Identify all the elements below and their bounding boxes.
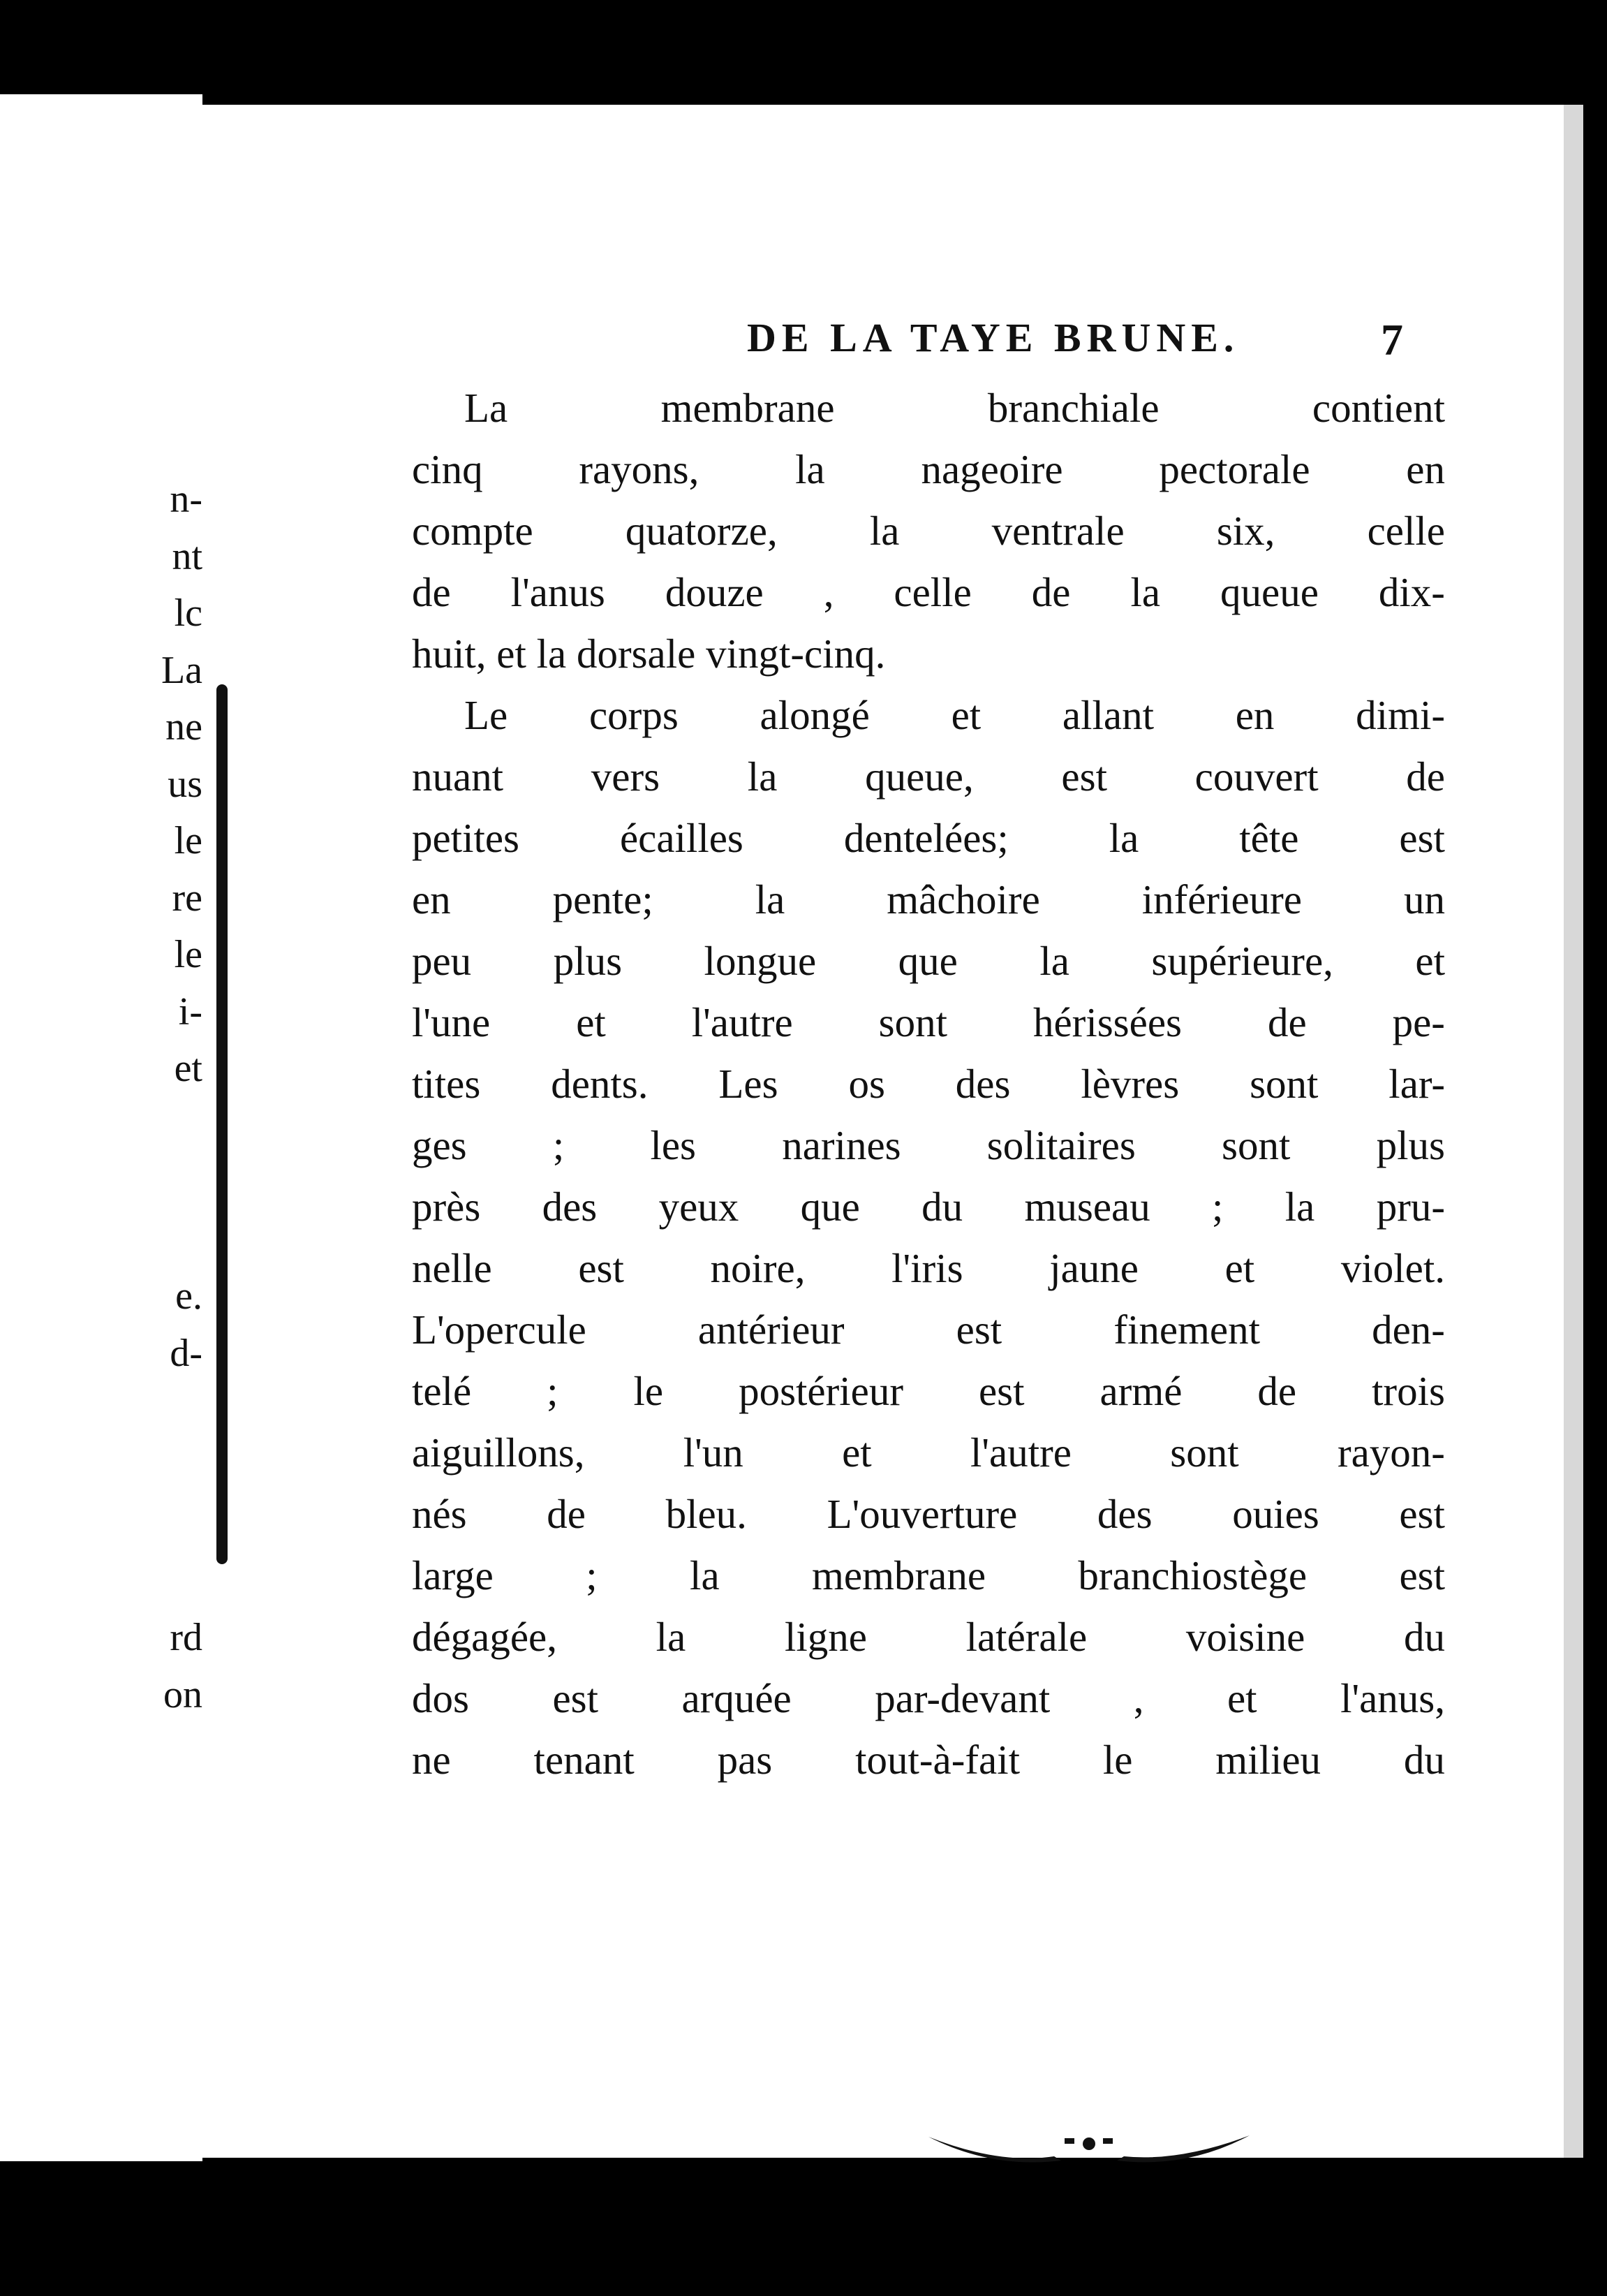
margin-fragment (133, 1382, 202, 1439)
text-line: nés de bleu. L'ouverture des ouies est (412, 1491, 1445, 1537)
margin-fragment: nt (172, 534, 202, 578)
text-line: dos est arquée par-devant , et l'anus, (412, 1675, 1445, 1721)
margin-fragment: re (172, 876, 202, 920)
margin-fragment: i- (178, 989, 202, 1033)
margin-fragment (133, 1154, 202, 1212)
margin-fragment (133, 1553, 202, 1610)
text-line: La membrane branchiale contient (464, 385, 1445, 431)
page-number: 7 (1381, 315, 1403, 365)
margin-fragment: La (161, 648, 202, 692)
ornament-icon (914, 2123, 1264, 2172)
text-line: dégagée, la ligne latérale voisine du (412, 1614, 1445, 1660)
text-line: ne tenant pas tout-à-fait le milieu du (412, 1737, 1445, 1783)
text-line: près des yeux que du museau ; la pru- (412, 1184, 1445, 1230)
margin-fragment: e. (175, 1274, 202, 1318)
text-line: huit, et la dorsale vingt-cinq. (412, 631, 886, 677)
text-line: Le corps alongé et allant en dimi- (464, 692, 1445, 738)
text-line: ges ; les narines solitaires sont plus (412, 1122, 1445, 1168)
running-head (551, 314, 1431, 377)
margin-fragment: n- (170, 478, 202, 521)
margin-fragment: rd (170, 1616, 202, 1659)
text-line: compte quatorze, la ventrale six, celle (412, 508, 1445, 554)
margin-fragment: le (174, 819, 202, 862)
margin-fragment (133, 1098, 202, 1155)
body-text (412, 377, 1445, 1790)
margin-fragment (133, 1212, 202, 1269)
text-line: de l'anus douze , celle de la queue dix- (412, 569, 1445, 615)
margin-fragment: ne (165, 705, 202, 749)
margin-fragment: us (168, 762, 202, 806)
previous-page-text-fragments (133, 471, 202, 1723)
text-line: nelle est noire, l'iris jaune et violet. (412, 1245, 1445, 1291)
margin-fragment: on (163, 1672, 202, 1716)
margin-fragment: lc (174, 591, 202, 635)
text-line: large ; la membrane branchiostège est (412, 1552, 1445, 1598)
text-line: nuant vers la queue, est couvert de (412, 753, 1445, 800)
text-line: l'une et l'autre sont hérissées de pe- (412, 999, 1445, 1045)
current-page (202, 105, 1583, 2158)
text-line: petites écailles dentelées; la tête est (412, 815, 1445, 861)
text-line: aiguillons, l'un et l'autre sont rayon- (412, 1429, 1445, 1476)
margin-fragment (133, 1496, 202, 1553)
text-line: cinq rayons, la nageoire pectorale en (412, 446, 1445, 492)
text-line: L'opercule antérieur est finement den- (412, 1307, 1445, 1353)
text-line: en pente; la mâchoire inférieure un (412, 876, 1445, 922)
previous-page (0, 94, 202, 2161)
margin-fragment: et (174, 1047, 202, 1090)
text-line: telé ; le postérieur est armé de trois (412, 1368, 1445, 1414)
binding-shadow (216, 684, 228, 1564)
text-line: peu plus longue que la supérieure, et (412, 938, 1445, 984)
margin-fragment: le (174, 933, 202, 976)
margin-fragment (133, 1439, 202, 1496)
running-title: DE LA TAYE BRUNE. (747, 315, 1240, 360)
margin-fragment: d- (170, 1331, 202, 1375)
text-line: tites dents. Les os des lèvres sont lar- (412, 1061, 1445, 1107)
